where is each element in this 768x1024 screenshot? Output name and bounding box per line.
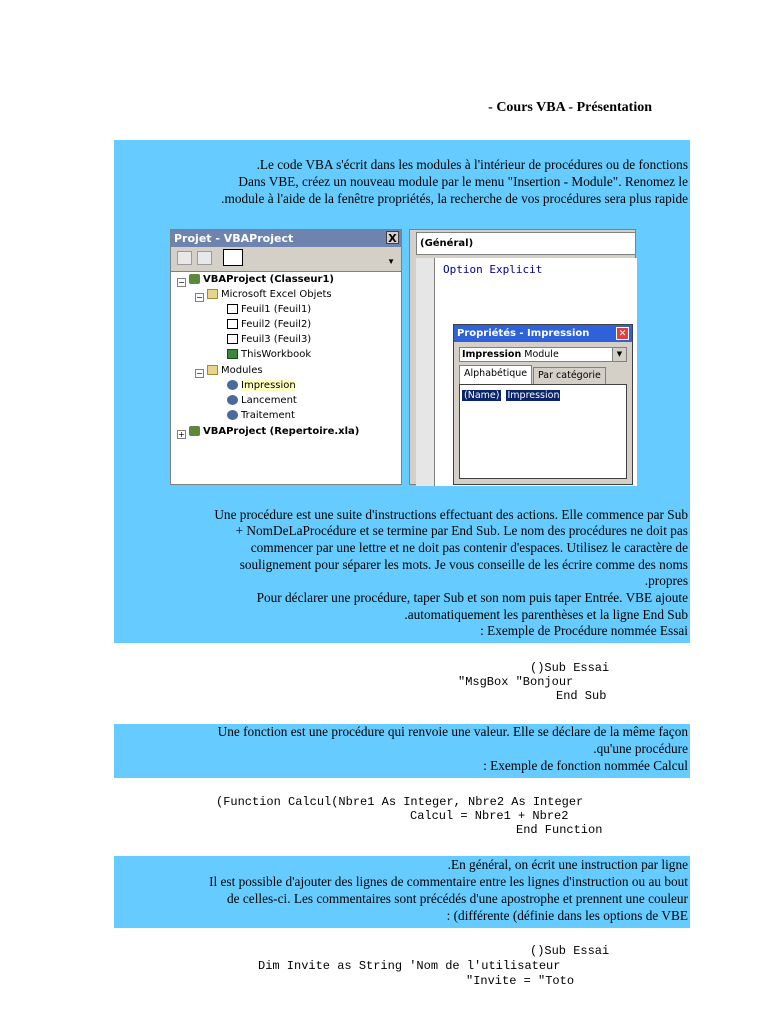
comment-line-2: Il est possible d'ajouter des lignes de commentaire entre les lignes d'instruction ou au bout [209,874,688,889]
vbaproject-icon [189,274,200,284]
project-explorer-title-text: Projet - VBAProject [174,232,294,245]
project-explorer-title [171,230,401,247]
collapse-icon[interactable]: − [196,293,203,302]
code-line: (Function Calcul(Nbre1 As Integer, Nbre2 As Integer [216,795,584,809]
intro-line-2: Dans VBE, créez un nouveau module par le menu "Insertion - Module". Renomez le [238,174,688,189]
collapse-icon[interactable]: − [178,278,185,287]
tree-node-label: Modules [221,365,263,376]
intro-line-3: .module à l'aide de la fenêtre propriétés, la recherche de vos procédures sera plus rapide [221,191,688,206]
procedure-line-3: commencer par une lettre et ne doit pas contenir d'espaces. Utilisez le caractère de [250,540,688,555]
tree-node-impression[interactable] [227,379,296,393]
module-icon [227,410,238,420]
object-selector[interactable] [459,347,627,362]
function-line-3: : Exemple de fonction nommée Calcul [483,758,688,773]
tree-node-vbaproject-repertoire[interactable] [189,425,359,439]
procedure-line-1-top: Une procédure est une suite d'instructions effectuant des actions. Elle commence par Sub [214,507,688,522]
page-title: - Cours VBA - Présentation [488,100,652,115]
property-row-name[interactable] [462,389,560,402]
code-line: End Sub [556,689,607,703]
worksheet-icon [227,304,238,314]
code-line: Dim Invite as String 'Nom de l'utilisateur [258,959,561,973]
tree-node-feuil2[interactable] [227,318,311,332]
code-line: Calcul = Nbre1 + Nbre2 [410,809,569,823]
code-line: "MsgBox "Bonjour [458,675,574,689]
tree-node-label: Impression [241,380,296,391]
view-code-button[interactable] [177,251,192,265]
workbook-icon [227,349,238,359]
properties-title [454,325,632,342]
function-line-2: .qu'une procédure [593,741,688,756]
comment-line-4: : (différente (définie dans les options de VBE [446,908,688,923]
tree-node-label: VBAProject (Classeur1) [203,274,334,285]
tree-node-excel-objects[interactable] [207,288,332,302]
close-icon[interactable]: ✕ [616,327,629,340]
project-explorer-panel [170,229,402,485]
code-line: "Invite = "Toto [466,974,575,988]
worksheet-icon [227,334,238,344]
procedure-line-8: : Exemple de Procédure nommée Essai [480,623,688,638]
comment-line-3: de celles-ci. Les commentaires sont précédés d'une apostrophe et prennent une couleur [227,891,688,906]
expand-icon[interactable]: + [178,430,185,439]
code-text: Option Explicit [443,263,543,276]
code-line: End Function [516,823,603,837]
code-line: ()Sub Essai [530,944,610,958]
tree-node-label: Traitement [241,410,295,421]
procedure-line-5: .propres [644,573,688,588]
property-value[interactable]: Impression [507,390,560,401]
procedure-line-2: + NomDeLaProcédure et se termine par End Sub. Le nom des procédures ne doit pas [235,523,688,538]
toggle-folders-button[interactable] [223,249,243,266]
tree-node-lancement[interactable] [227,394,297,408]
procedure-line-6: Pour déclarer une procédure, taper Sub et son nom puis taper Entrée. VBE ajoute [256,590,688,605]
properties-window [453,324,633,485]
properties-title-text: Propriétés - Impression [457,328,590,339]
worksheet-icon [227,319,238,329]
code-margin [416,258,434,486]
tree-node-label: Microsoft Excel Objets [221,289,332,300]
project-explorer-toolbar [171,247,401,272]
tab-par-categorie[interactable]: Par catégorie [533,367,606,384]
intro-line-1: .Le code VBA s'écrit dans les modules à l'intérieur de procédures ou de fonctions [256,157,688,172]
tree-node-label: ThisWorkbook [241,349,312,360]
chevron-down-icon[interactable]: ▼ [612,348,626,361]
tree-node-thisworkbook[interactable] [227,348,311,362]
object-type: Module [524,349,559,360]
tree-node-label: VBAProject (Repertoire.xla) [203,426,360,437]
chevron-down-icon[interactable]: ▼ [387,257,395,266]
function-line-1: Une fonction est une procédure qui renvoie une valeur. Elle se déclare de la même façon [217,724,688,739]
procedure-line-7: .automatiquement les parenthèses et la ligne End Sub [404,607,688,622]
object-combo[interactable]: (Général) [416,232,636,255]
properties-grid [459,384,627,479]
vbaproject-icon [189,426,200,436]
tree-node-label: Feuil3 (Feuil3) [241,334,312,345]
comment-line-1: .En général, on écrit une instruction par ligne [447,857,688,872]
module-icon [227,380,238,390]
property-name: (Name) [464,390,500,401]
code-line: ()Sub Essai [530,661,610,675]
tree-node-modules[interactable] [207,364,263,378]
folder-icon [207,365,218,375]
view-object-button[interactable] [197,251,212,265]
module-icon [227,395,238,405]
collapse-icon[interactable]: − [196,369,203,378]
tree-node-vbaproject-classeur1[interactable] [189,273,334,287]
tree-node-feuil1[interactable] [227,303,311,317]
folder-icon [207,289,218,299]
object-name: Impression [462,349,522,360]
tree-node-feuil3[interactable] [227,333,311,347]
close-icon[interactable]: X [386,231,399,244]
procedure-line-4: soulignement pour séparer les mots. Je vous conseille de les écrire comme des noms [239,557,688,572]
tree-node-label: Feuil1 (Feuil1) [241,304,312,315]
tree-node-traitement[interactable] [227,409,295,423]
tree-node-label: Lancement [241,395,297,406]
tab-alphabetique[interactable]: Alphabétique [459,365,532,384]
tree-node-label: Feuil2 (Feuil2) [241,319,312,330]
